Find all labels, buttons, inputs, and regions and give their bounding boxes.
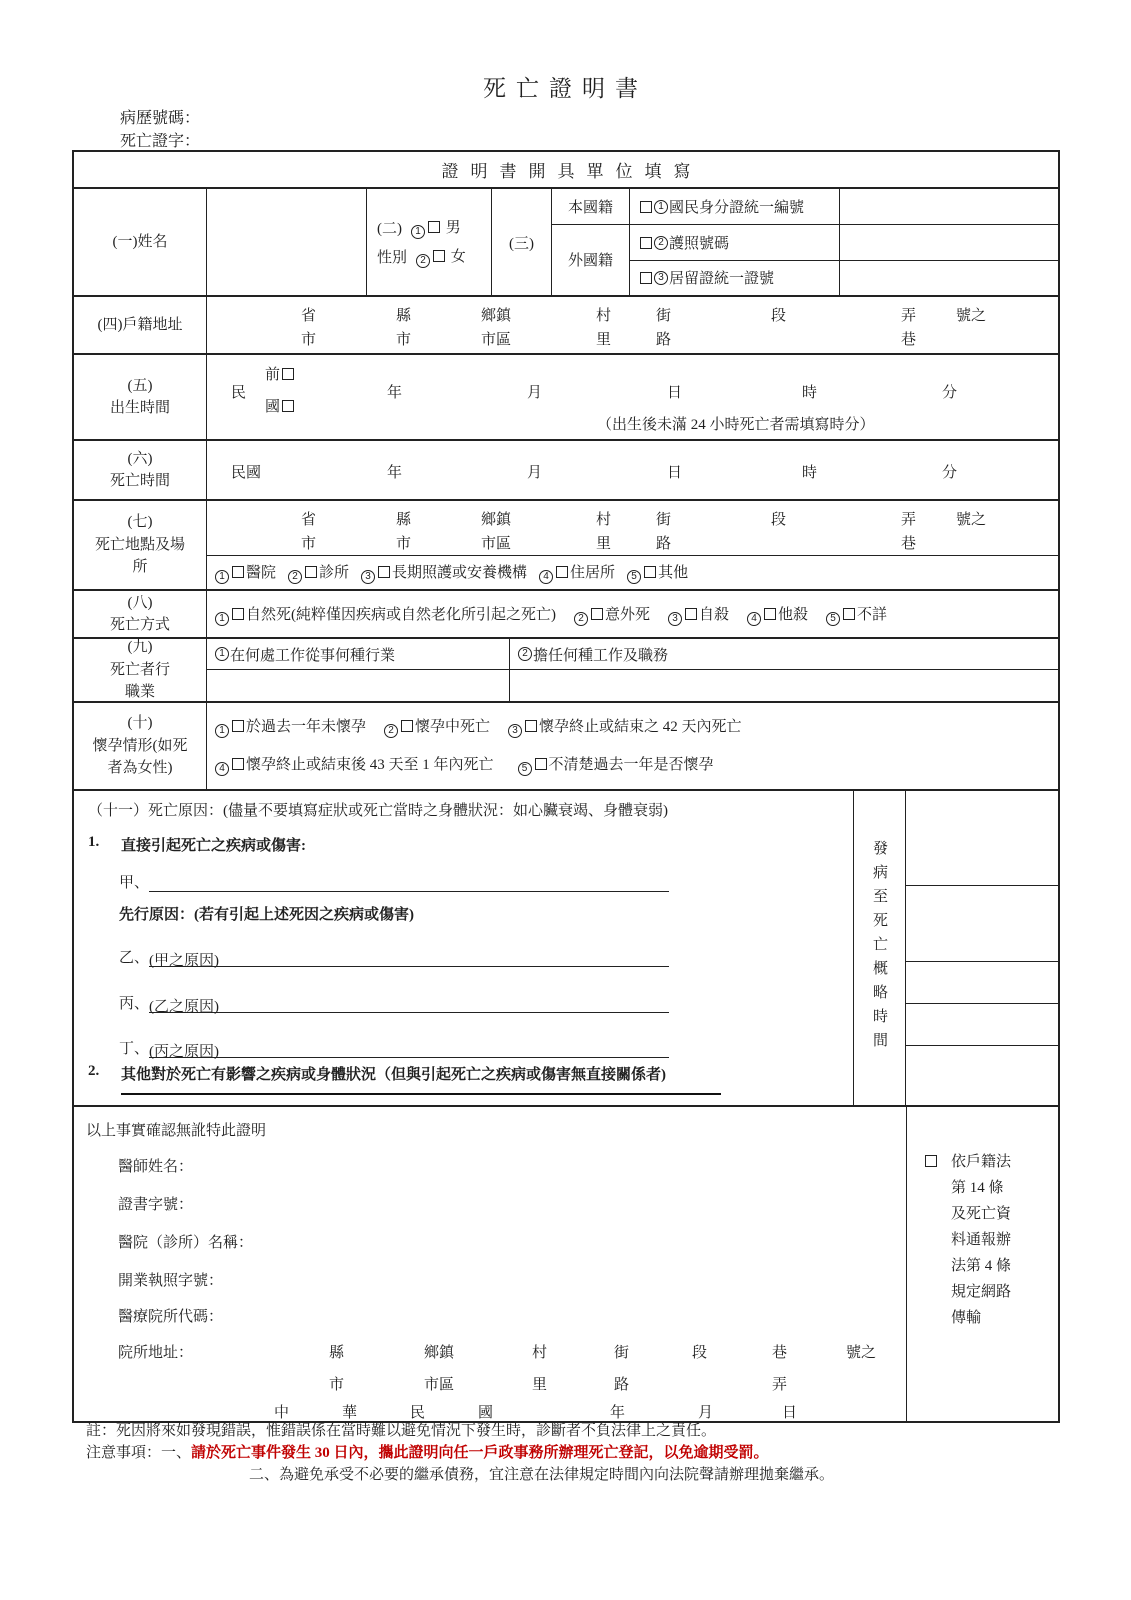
addr-unit: 市區 (481, 536, 512, 552)
addr-unit: 巷 (901, 332, 917, 348)
manner-option-homicide: 4 他殺 (747, 603, 808, 626)
onset-interval-cell-other[interactable] (906, 1046, 1058, 1105)
male-checkbox[interactable] (428, 221, 440, 233)
addr-unit: 里 (596, 332, 612, 348)
item2-number: 2. (88, 1063, 100, 1079)
addr-unit: 號之 (956, 512, 987, 528)
addr-unit: 市 (396, 332, 412, 348)
addr-unit: 村 (596, 308, 612, 324)
death-manner-label: (八) 死亡方式 (74, 591, 207, 637)
antecedent-title: 先行原因：(若有引起上述死因之疾病或傷害) (119, 907, 414, 923)
manner-homicide-checkbox[interactable] (764, 608, 776, 620)
addr-unit: 弄 (901, 308, 917, 324)
nationality-column (552, 189, 630, 295)
time-unit: 日 (667, 465, 683, 481)
addr-unit: 縣 (396, 512, 412, 528)
row-death-time (74, 439, 1058, 499)
row-occupation (74, 637, 1058, 701)
era-roc-checkbox[interactable] (282, 400, 294, 412)
birth-time-label: (五) 出生時間 (74, 355, 207, 439)
date-char: 中 (274, 1405, 290, 1421)
certification-main (74, 1107, 907, 1421)
addr-unit: 市區 (424, 1377, 455, 1393)
sex-cell (367, 189, 492, 295)
page-title: 死亡證明書 (483, 76, 648, 101)
id-option-national-id (630, 189, 839, 224)
birth-time-note: （出生後未滿 24 小時死亡者需填寫時分） (597, 417, 875, 433)
addr-unit: 村 (532, 1345, 548, 1361)
addr-unit: 省 (301, 512, 317, 528)
addr-unit: 段 (692, 1345, 708, 1361)
pregnancy-label: (十) 懷孕情形(如死 者為女性) (74, 703, 207, 789)
addr-unit: 號之 (846, 1345, 877, 1361)
addr-unit: 市區 (481, 332, 512, 348)
death-time-label: (六) 死亡時間 (74, 441, 207, 499)
onset-interval-cell-c[interactable] (906, 962, 1058, 1004)
resident-cert-checkbox[interactable] (640, 272, 652, 284)
addr-unit: 街 (614, 1345, 630, 1361)
pregnancy-option-3: 3 懷孕終止或結束之 42 天內死亡 (508, 715, 742, 738)
place-option-clinic: 2 診所 (288, 561, 349, 584)
time-unit: 分 (942, 385, 958, 401)
nationality-domestic-label: 本國籍 (552, 189, 629, 225)
network-transmission-note: 依戶籍法 第 14 條 及死亡資 料通報辦 法第 4 條 規定網路 傳輸 (907, 1107, 1058, 1421)
addr-unit: 省 (301, 308, 317, 324)
cause-c-input-line[interactable]: (乙之原因) (149, 995, 669, 1013)
addr-unit: 街 (656, 308, 672, 324)
row-household-address (74, 295, 1058, 353)
time-unit: 時 (802, 465, 818, 481)
death-manner-options (207, 591, 1058, 637)
death-place-options (207, 556, 1058, 589)
network-transmission-checkbox[interactable] (925, 1155, 937, 1167)
era-before-option: 前 (265, 363, 296, 384)
id-number-column (840, 189, 1058, 295)
time-unit: 時 (802, 385, 818, 401)
addr-unit: 路 (656, 332, 672, 348)
row-death-manner (74, 589, 1058, 637)
date-char: 年 (610, 1405, 626, 1421)
sex-option-female (416, 245, 466, 268)
manner-option-accident: 2 意外死 (574, 603, 650, 626)
national-id-label: 國民身分證統一編號 (669, 200, 805, 217)
table-header: 證明書開具單位填寫 (441, 162, 703, 181)
manner-suicide-checkbox[interactable] (685, 608, 697, 620)
era-prefix: 民 (231, 385, 247, 401)
pregnancy-2-checkbox[interactable] (401, 720, 413, 732)
onset-to-death-column (854, 791, 906, 1105)
circled-number: 1 (215, 612, 229, 626)
addr-unit: 鄉鎮 (481, 512, 512, 528)
male-label: 男 (445, 220, 461, 236)
hospital-name-label: 醫院（診所）名稱： (118, 1235, 254, 1251)
time-unit: 年 (387, 465, 403, 481)
time-unit: 日 (667, 385, 683, 401)
cause-d-input-line[interactable]: (丙之原因) (149, 1040, 669, 1058)
pregnancy-option-2: 2 懷孕中死亡 (384, 715, 490, 738)
death-time-area[interactable] (207, 441, 1058, 499)
circled-number: 1 (411, 225, 425, 239)
manner-option-unknown: 5 不詳 (826, 603, 887, 626)
place-clinic-checkbox[interactable] (305, 566, 317, 578)
id-option-passport (630, 224, 839, 259)
addr-unit: 路 (656, 536, 672, 552)
item1-title: 直接引起死亡之疾病或傷害: (121, 838, 306, 854)
death-place-area (207, 501, 1058, 589)
female-label: 女 (450, 249, 466, 265)
certificate-no-label: 證書字號： (118, 1197, 194, 1213)
death-cert-no-label: 死亡證字： (120, 133, 201, 150)
manner-option-suicide: 3 自殺 (668, 603, 729, 626)
occupation-q1-input-area[interactable] (207, 670, 510, 701)
place-option-hospital: 1 醫院 (215, 561, 276, 584)
row-cause-of-death (74, 789, 1058, 1105)
cause-d-line: 丁、(丙之原因) (119, 1037, 669, 1058)
addr-unit: 段 (771, 308, 787, 324)
birth-time-area[interactable] (207, 355, 1058, 439)
attention-note-2: 二、為避免承受不必要的繼承債務，宜注意在法律規定時間內向法院聲請辦理拋棄繼承。 (249, 1467, 835, 1483)
addr-unit: 路 (614, 1377, 630, 1393)
circled-number: 5 (627, 570, 641, 584)
date-char: 華 (342, 1405, 358, 1421)
addr-unit: 街 (656, 512, 672, 528)
cause-a-line: 甲、 (119, 871, 669, 892)
addr-unit: 里 (532, 1377, 548, 1393)
national-id-input-area[interactable] (840, 189, 1058, 224)
circled-number: 5 (518, 762, 532, 776)
date-char: 國 (478, 1405, 494, 1421)
addr-unit: 市 (396, 536, 412, 552)
circled-number: 1 (654, 200, 668, 214)
item1-number: 1. (88, 834, 100, 850)
facility-address-label: 院所地址： (118, 1345, 194, 1361)
pregnancy-options (207, 703, 1058, 789)
occupation-grid (207, 639, 1058, 701)
cause-of-death-main (74, 791, 854, 1105)
row-name-sex-nationality (74, 187, 1058, 295)
addr-unit: 里 (596, 536, 612, 552)
manner-accident-checkbox[interactable] (591, 608, 603, 620)
era-before-checkbox[interactable] (282, 368, 294, 380)
circled-number: 4 (539, 570, 553, 584)
era-roc-label: 民國 (231, 465, 262, 481)
passport-checkbox[interactable] (640, 237, 652, 249)
pregnancy-option-1: 1 於過去一年未懷孕 (215, 715, 366, 738)
pregnancy-option-4: 4 懷孕終止或結束後 43 天至 1 年內死亡 (215, 753, 494, 776)
household-address-label: (四)戶籍地址 (74, 297, 207, 353)
circled-number: 4 (747, 612, 761, 626)
place-other-checkbox[interactable] (644, 566, 656, 578)
addr-unit: 段 (771, 512, 787, 528)
female-checkbox[interactable] (433, 250, 445, 262)
addr-unit: 市 (301, 536, 317, 552)
circled-number: 3 (654, 271, 668, 285)
sex-option-male (411, 216, 461, 239)
circled-number: 1 (215, 570, 229, 584)
time-unit: 月 (527, 385, 543, 401)
onset-to-death-label: 發病至死亡概略時間 (871, 840, 887, 1056)
resident-cert-label: 居留證統一證號 (669, 271, 775, 288)
circled-number: 3 (508, 724, 522, 738)
passport-input-area[interactable] (840, 224, 1058, 259)
addr-unit: 市 (329, 1377, 345, 1393)
resident-cert-input-area[interactable] (840, 260, 1058, 295)
place-option-residence: 4 住居所 (539, 561, 615, 584)
place-care-checkbox[interactable] (378, 566, 390, 578)
addr-unit: 鄉鎮 (481, 308, 512, 324)
pregnancy-3-checkbox[interactable] (525, 720, 537, 732)
item2-title: 其他對於死亡有影響之疾病或身體狀況（但與引起死亡之疾病或傷害無直接關係者) (121, 1067, 666, 1083)
doctor-name-label: 醫師姓名： (118, 1159, 194, 1175)
facility-code-label: 醫療院所代碼： (118, 1309, 224, 1325)
place-option-other: 5 其他 (627, 561, 688, 584)
license-no-label: 開業執照字號： (118, 1273, 224, 1289)
household-address-area[interactable] (207, 297, 1058, 353)
form-table (72, 150, 1060, 1423)
onset-interval-cell-b[interactable] (906, 886, 1058, 962)
occupation-q1: 1 在何處工作從事何種行業 (207, 639, 510, 669)
circled-number: 2 (518, 647, 532, 661)
id-type-column (630, 189, 840, 295)
addr-unit: 鄉鎮 (424, 1345, 455, 1361)
onset-interval-cells (906, 791, 1058, 1105)
national-id-checkbox[interactable] (640, 201, 652, 213)
addr-unit: 號之 (956, 308, 987, 324)
manner-option-natural: 1 自然死(純粹僅因疾病或自然老化所引起之死亡) (215, 603, 556, 626)
disclaimer-note: 註：死因將來如發現錯誤，惟錯誤係在當時難以避免情況下發生時，診斷者不負法律上之責任。 (86, 1423, 717, 1439)
certify-statement: 以上事實確認無訛特此證明 (86, 1123, 267, 1139)
onset-interval-cell-a[interactable] (906, 791, 1058, 886)
occupation-q2-input-area[interactable] (510, 670, 1058, 701)
footer-notes (86, 1420, 1066, 1486)
registration-warning: 請於死亡事件發生 30 日內，攜此證明向任一戶政事務所辦理死亡登記，以免逾期受罰。 (191, 1445, 769, 1461)
death-place-label: (七) 死亡地點及場 所 (74, 501, 207, 589)
row-birth-time (74, 353, 1058, 439)
cause-c-line: 丙、(乙之原因) (119, 992, 669, 1013)
row-pregnancy (74, 701, 1058, 789)
occupation-label: (九) 死亡者行 職業 (74, 639, 207, 701)
name-input-area[interactable] (207, 189, 367, 295)
nationality-foreign-label: 外國籍 (567, 253, 613, 270)
attention-note-1: 注意事項：一、請於死亡事件發生 30 日內，攜此證明向任一戶政事務所辦理死亡登記，以免逾期受罰。 (86, 1445, 769, 1461)
date-char: 民 (410, 1405, 426, 1421)
place-hospital-checkbox[interactable] (232, 566, 244, 578)
certification-section (74, 1105, 1058, 1421)
addr-unit: 縣 (396, 308, 412, 324)
circled-number: 5 (826, 612, 840, 626)
item3-label: (三) (492, 189, 552, 295)
sex-label-line2: 性別 (377, 250, 408, 266)
date-char: 日 (782, 1405, 798, 1421)
circled-number: 2 (654, 236, 668, 250)
circled-number: 2 (574, 612, 588, 626)
medical-record-label: 病歷號碼： (120, 110, 201, 127)
time-unit: 月 (527, 465, 543, 481)
addr-unit: 村 (596, 512, 612, 528)
addr-unit: 市 (301, 332, 317, 348)
place-residence-checkbox[interactable] (556, 566, 568, 578)
circled-number: 2 (416, 254, 430, 268)
id-option-resident-cert (630, 260, 839, 295)
name-label: (一)姓名 (74, 189, 207, 295)
sex-label-line1: (二) (377, 221, 402, 237)
cause-header: （十一）死亡原因：(儘量不要填寫症狀或死亡當時之身體狀況：如心臟衰竭、身體衰弱) (88, 803, 668, 819)
circled-number: 1 (215, 724, 229, 738)
era-roc-option: 國 (265, 395, 296, 416)
addr-unit: 巷 (901, 536, 917, 552)
cause-b-input-line[interactable]: (甲之原因) (149, 949, 669, 967)
addr-unit: 弄 (772, 1377, 788, 1393)
cause-a-input-line[interactable] (149, 874, 669, 892)
circled-number: 2 (288, 570, 302, 584)
passport-label: 護照號碼 (669, 236, 730, 252)
row-death-place (74, 499, 1058, 589)
circled-number: 1 (215, 647, 229, 661)
circled-number: 4 (215, 762, 229, 776)
item2-input-line[interactable] (121, 1071, 721, 1095)
occupation-q2: 2 擔任何種工作及職務 (510, 639, 1058, 669)
cause-b-line: 乙、(甲之原因) (119, 946, 669, 967)
addr-unit: 巷 (772, 1345, 788, 1361)
pregnancy-option-5: 5 不清楚過去一年是否懷孕 (518, 753, 714, 776)
addr-unit: 縣 (329, 1345, 345, 1361)
addr-unit: 弄 (901, 512, 917, 528)
pregnancy-1-checkbox[interactable] (232, 720, 244, 732)
pregnancy-5-checkbox[interactable] (535, 758, 547, 770)
circled-number: 3 (361, 570, 375, 584)
pregnancy-4-checkbox[interactable] (232, 758, 244, 770)
death-place-address-area[interactable] (207, 501, 1058, 556)
onset-interval-cell-d[interactable] (906, 1004, 1058, 1046)
time-unit: 分 (942, 465, 958, 481)
manner-natural-checkbox[interactable] (232, 608, 244, 620)
time-unit: 年 (387, 385, 403, 401)
circled-number: 2 (384, 724, 398, 738)
manner-unknown-checkbox[interactable] (843, 608, 855, 620)
date-char: 月 (698, 1405, 714, 1421)
circled-number: 3 (668, 612, 682, 626)
place-option-longterm-care: 3 長期照護或安養機構 (361, 561, 527, 584)
